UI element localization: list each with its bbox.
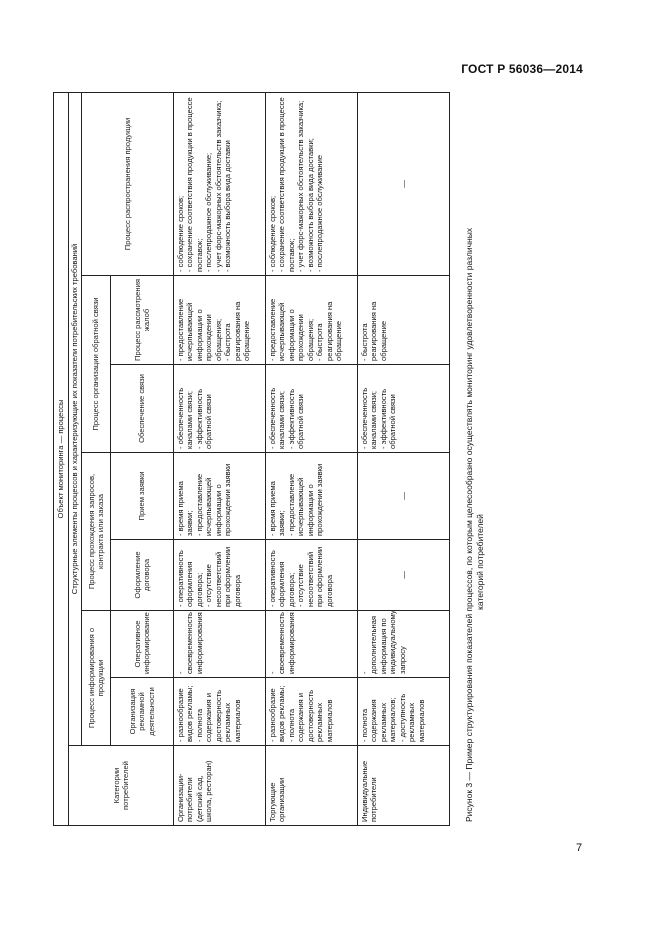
distribution-cell: — (358, 93, 450, 276)
operative-info-cell: - своевременность информирования (174, 611, 266, 678)
advertising-cell: - полнота содержания рекламных материалов; - доступность рекламных материалов (358, 678, 450, 746)
distribution-cell: - соблюдение сроков; - сохранение соответствия продукции в процессе поставок; - послепродажное обслуживание; - учет форс-мажорных обстоятельств заказчика; - возможность выбора вида доставки (174, 93, 266, 276)
structural-elements-header: Структурные элементы процессов и характеризующие их показатели потребительских требований (69, 93, 82, 746)
rotated-figure (53, 93, 503, 826)
order-reception-cell: - время приема заявки; - предоставление исчерпывающей информации о прохождении заявки (266, 453, 358, 540)
communication-cell: - обеспеченность каналами связи; - эффективность обратной связи (266, 365, 358, 453)
category-cell: Индивидуальные потребители (358, 746, 450, 826)
claims-cell: - предоставление исчерпывающей информации о прохождении обращения; - быстрота реагирования на обращение (174, 276, 266, 365)
communication-header: Обеспечение связи (111, 365, 174, 453)
caption-line-2: категорий потребителей (474, 514, 485, 610)
categories-header: Категории потребителей (69, 746, 174, 826)
process-info-header: Процесс информирования о продукции (82, 611, 111, 746)
communication-cell: - обеспеченность каналами связи; - эффективность обратной связи (358, 365, 450, 453)
monitoring-table (53, 92, 450, 826)
figure-caption (464, 89, 485, 826)
process-requests-header: Процесс прохождения запросов, контракта или заказа (82, 453, 111, 611)
document-code: ГОСТ Р 56036—2014 (461, 62, 583, 76)
operative-info-cell: - дополнительная информация по индивидуальному запросу (358, 611, 450, 678)
advertising-header: Организация рекламной деятельности (111, 678, 174, 746)
process-feedback-header: Процесс организации обратной связи (82, 276, 111, 453)
order-reception-cell: — (358, 453, 450, 540)
category-cell: Организации-потребители (детский сад, школа, ресторан) (174, 746, 266, 826)
page-number: 7 (576, 842, 583, 854)
table-row (266, 93, 358, 826)
claims-header: Процесс рассмотрения жалоб (111, 276, 174, 365)
order-reception-cell: - время приема заявки; - предоставление исчерпывающей информации о прохождении заявки (174, 453, 266, 540)
advertising-cell: - разнообразие видов рекламы; - полнота содержания и достоверность рекламных материалов (266, 678, 358, 746)
contract-cell: — (358, 540, 450, 611)
order-reception-header: Прием заявки (111, 453, 174, 540)
contract-cell: - оперативность оформления договора; - отсутствие несоответствий при оформлении договора (174, 540, 266, 611)
monitoring-object-header: Объект мониторинга — процессы (54, 93, 69, 826)
figure-content (53, 93, 503, 826)
communication-cell: - обеспеченность каналами связи; - эффективность обратной связи (174, 365, 266, 453)
distribution-cell: - соблюдение сроков; - сохранение соответствия продукции в процессе поставок; - учет форс-мажорных обстоятельств заказчика; - возможность выбора вида доставки; - послепродажное обслуживание (266, 93, 358, 276)
contract-header: Оформление договора (111, 540, 174, 611)
operative-info-cell: - своевременность информирования (266, 611, 358, 678)
table-row (358, 93, 450, 826)
claims-cell: - быстрота реагирования на обращение (358, 276, 450, 365)
category-cell: Торгующие организации (266, 746, 358, 826)
process-distribution-header: Процесс распространения продукции (82, 93, 174, 276)
claims-cell: - предоставление исчерпывающей информации о прохождении обращения; - быстрота реагирования на обращение (266, 276, 358, 365)
advertising-cell: - разнообразие видов рекламы; - полнота содержания и достоверность рекламных материалов (174, 678, 266, 746)
operative-info-header: Оперативное информирование (111, 611, 174, 678)
contract-cell: - оперативность оформления договора; - отсутствие несоответствий при оформлении договора (266, 540, 358, 611)
table-row (174, 93, 266, 826)
caption-line-1: Рисунок 3 — Пример структурирования показателей процессов, по которым целесообразно осуществлять мониторинг удовлетворенности различных (464, 227, 474, 822)
